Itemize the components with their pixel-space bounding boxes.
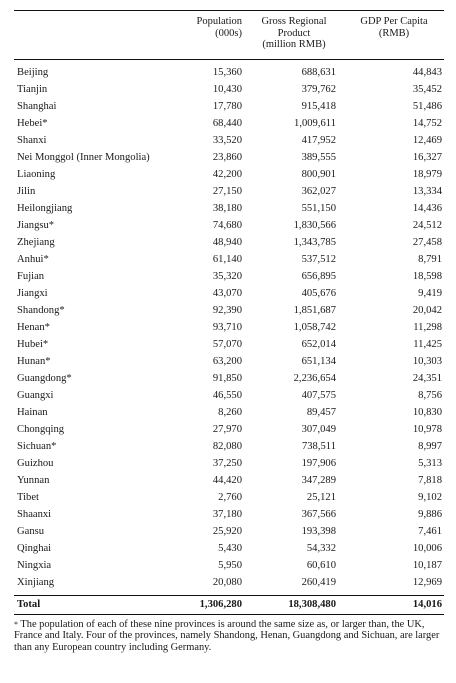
population-cell: 61,140 [212,253,242,265]
header-population [168,11,244,59]
province-name: Qinghai [17,542,52,554]
total-gdp-per-capita: 14,016 [412,598,442,610]
grp-cell: 651,134 [301,355,336,367]
province-name: Nei Monggol (Inner Mongolia) [17,151,150,163]
province-name: Guangxi [17,389,54,401]
grp-cell: 652,014 [301,338,336,350]
table-row [14,60,444,81]
gdp-per-capita-cell: 8,756 [418,389,442,401]
province-name: Heilongjiang [17,202,73,214]
province-name: Shanxi [17,134,47,146]
population-cell: 2,760 [218,491,242,503]
gdp-per-capita-cell: 10,006 [412,542,442,554]
header-blank [14,11,168,59]
table-row [14,285,444,302]
grp-cell: 1,009,611 [294,117,336,129]
gdp-per-capita-cell: 18,598 [412,270,442,282]
province-name: Gansu [17,525,45,537]
province-name: Xinjiang [17,576,55,588]
population-cell: 33,520 [212,134,242,146]
population-cell: 10,430 [212,83,242,95]
gdp-per-capita-cell: 10,187 [412,559,442,571]
gdp-per-capita-cell: 18,979 [412,168,442,180]
grp-cell: 405,676 [301,287,336,299]
grp-cell: 417,952 [301,134,336,146]
grp-cell: 347,289 [301,474,336,486]
grp-cell: 197,906 [301,457,336,469]
grp-cell: 1,058,742 [293,321,336,333]
province-name: Hunan* [17,355,51,367]
gdp-per-capita-cell: 24,351 [412,372,442,384]
grp-cell: 307,049 [301,423,336,435]
population-cell: 27,150 [212,185,242,197]
province-name: Zhejiang [17,236,55,248]
province-name: Henan* [17,321,50,333]
population-cell: 82,080 [212,440,242,452]
province-name: Shanghai [17,100,57,112]
province-name: Chongqing [17,423,65,435]
gdp-per-capita-cell: 9,419 [418,287,442,299]
table-row [14,217,444,234]
gdp-per-capita-cell: 13,334 [412,185,442,197]
population-cell: 35,320 [212,270,242,282]
population-cell: 57,070 [212,338,242,350]
population-cell: 74,680 [212,219,242,231]
table-header [14,11,444,60]
gdp-per-capita-cell: 11,298 [413,321,442,333]
population-cell: 37,180 [212,508,242,520]
grp-cell: 362,027 [301,185,336,197]
province-name: Yunnan [17,474,50,486]
population-cell: 68,440 [212,117,242,129]
grp-cell: 1,851,687 [293,304,336,316]
total-label: Total [17,598,41,610]
gdp-per-capita-cell: 10,830 [412,406,442,418]
province-name: Shaanxi [17,508,52,520]
grp-cell: 656,895 [301,270,336,282]
population-cell: 5,430 [218,542,242,554]
province-statistics-table [14,11,444,615]
gdp-per-capita-cell: 7,461 [418,525,442,537]
table-row [14,489,444,506]
gdp-per-capita-cell: 10,978 [412,423,442,435]
table-row [14,353,444,370]
table-row [14,98,444,115]
table-row [14,455,444,472]
total-population: 1,306,280 [199,598,242,610]
grp-cell: 738,511 [301,440,336,452]
table-row [14,251,444,268]
header-population-label: Population [196,16,242,27]
grp-cell: 367,566 [301,508,336,520]
grp-cell: 688,631 [301,66,336,78]
header-grp [244,11,344,59]
province-name: Tianjin [17,83,48,95]
gdp-per-capita-cell: 12,969 [412,576,442,588]
gdp-per-capita-cell: 8,791 [418,253,442,265]
population-cell: 27,970 [212,423,242,435]
gdp-per-capita-cell: 8,997 [418,440,442,452]
population-cell: 37,250 [212,457,242,469]
table-row [14,557,444,574]
gdp-per-capita-cell: 24,512 [412,219,442,231]
gdp-per-capita-cell: 11,425 [413,338,442,350]
table-body [14,60,444,591]
population-cell: 48,940 [212,236,242,248]
table-row [14,540,444,557]
gdp-per-capita-cell: 5,313 [418,457,442,469]
population-cell: 23,860 [212,151,242,163]
footnote-text: The population of each of these nine provinces is around the same size as, or larger than, the UK, France and Italy. Four of the provinces, namely Shandong, Henan, Guangdong and Sichuan, are larger than any European country including Germany. [14,618,440,653]
province-name: Jiangxi [17,287,48,299]
footnote-marker: * [14,619,18,629]
gdp-per-capita-cell: 7,818 [418,474,442,486]
grp-cell: 800,901 [301,168,336,180]
population-cell: 46,550 [212,389,242,401]
grp-cell: 54,332 [306,542,336,554]
province-name: Tibet [17,491,39,503]
grp-cell: 260,419 [301,576,336,588]
grp-cell: 193,398 [301,525,336,537]
table-row [14,438,444,455]
province-name: Beijing [17,66,49,78]
province-name: Sichuan* [17,440,57,452]
province-name: Hubei* [17,338,49,350]
province-name: Shandong* [17,304,65,316]
gdp-per-capita-cell: 16,327 [412,151,442,163]
header-gdp-label: GDP Per Capita [360,16,428,27]
gdp-per-capita-cell: 12,469 [412,134,442,146]
table-row [14,523,444,540]
population-cell: 38,180 [212,202,242,214]
table-row [14,200,444,217]
header-population-unit: (000s) [215,27,242,39]
total-row [14,596,444,614]
population-cell: 5,950 [218,559,242,571]
population-cell: 93,710 [212,321,242,333]
gdp-per-capita-cell: 9,886 [418,508,442,520]
grp-cell: 1,343,785 [293,236,336,248]
grp-cell: 915,418 [301,100,336,112]
province-name: Ningxia [17,559,52,571]
grp-cell: 25,121 [306,491,336,503]
grp-cell: 379,762 [301,83,336,95]
header-grp-label-2: Product [277,27,311,39]
bottom-rule [14,614,444,615]
province-name: Guangdong* [17,372,72,384]
table-row [14,149,444,166]
table-row [14,81,444,98]
footnote [14,619,444,654]
population-cell: 63,200 [212,355,242,367]
table-row [14,183,444,200]
table-row [14,387,444,404]
gdp-per-capita-cell: 14,752 [412,117,442,129]
population-cell: 17,780 [212,100,242,112]
table-row [14,319,444,336]
province-name: Jilin [17,185,36,197]
gdp-per-capita-cell: 35,452 [412,83,442,95]
population-cell: 92,390 [212,304,242,316]
grp-cell: 407,575 [301,389,336,401]
gdp-per-capita-cell: 27,458 [412,236,442,248]
province-name: Hebei* [17,117,48,129]
header-grp-label: Gross Regional [261,16,327,27]
population-cell: 25,920 [212,525,242,537]
gdp-per-capita-cell: 20,042 [412,304,442,316]
table-row [14,421,444,438]
province-name: Anhui* [17,253,49,265]
table-row [14,234,444,251]
grp-cell: 1,830,566 [293,219,336,231]
gdp-per-capita-cell: 9,102 [418,491,442,503]
gdp-per-capita-cell: 10,303 [412,355,442,367]
population-cell: 44,420 [212,474,242,486]
grp-cell: 89,457 [306,406,336,418]
table-row [14,404,444,421]
header-grp-unit: (million RMB) [262,39,326,50]
population-cell: 91,850 [212,372,242,384]
header-gdp-unit: (RMB) [378,27,410,39]
population-cell: 8,260 [218,406,242,418]
province-name: Guizhou [17,457,54,469]
table-row [14,506,444,523]
table-row [14,268,444,285]
total-grp: 18,308,480 [288,598,336,610]
population-cell: 20,080 [212,576,242,588]
grp-cell: 2,236,654 [293,372,336,384]
table-row [14,302,444,319]
table-row [14,115,444,132]
grp-cell: 60,610 [306,559,336,571]
grp-cell: 551,150 [301,202,336,214]
province-name: Hainan [17,406,48,418]
table-row [14,336,444,353]
province-name: Liaoning [17,168,56,180]
table-row [14,166,444,183]
table-row [14,472,444,489]
province-name: Fujian [17,270,45,282]
gdp-per-capita-cell: 44,843 [412,66,442,78]
population-cell: 43,070 [212,287,242,299]
population-cell: 42,200 [212,168,242,180]
gdp-per-capita-cell: 51,486 [412,100,442,112]
province-table-container [14,10,444,653]
table-row [14,574,444,591]
population-cell: 15,360 [212,66,242,78]
header-gdp-per-capita [344,11,444,59]
grp-cell: 537,512 [301,253,336,265]
table-row [14,370,444,387]
grp-cell: 389,555 [301,151,336,163]
table-row [14,132,444,149]
province-name: Jiangsu* [17,219,55,231]
gdp-per-capita-cell: 14,436 [412,202,442,214]
